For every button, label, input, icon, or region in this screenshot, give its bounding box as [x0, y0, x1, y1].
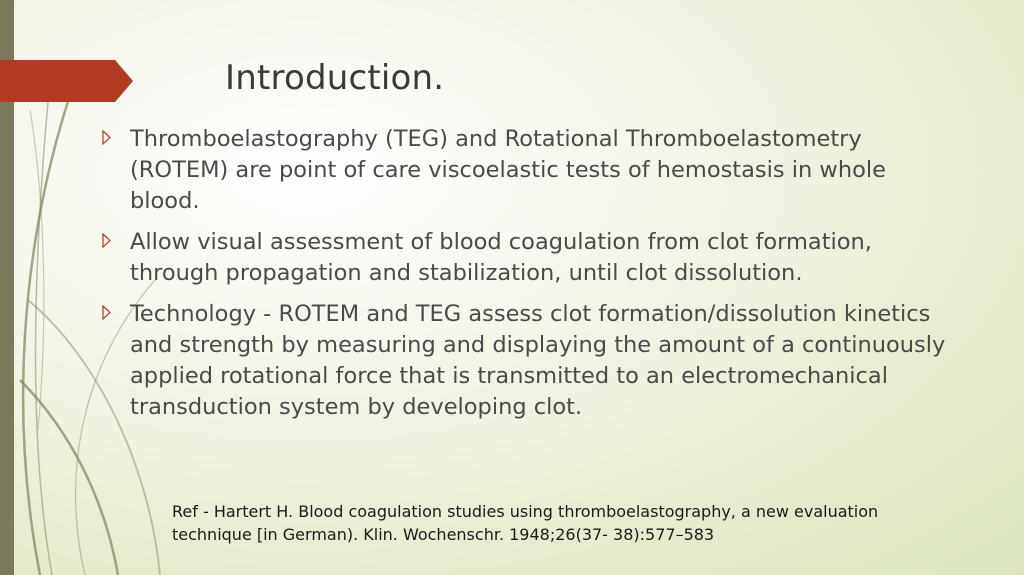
hollow-arrowhead-icon — [102, 305, 111, 320]
hollow-arrowhead-icon — [102, 233, 111, 248]
bullet-list — [100, 124, 950, 433]
bullet-text-3: Technology - ROTEM and TEG assess clot formation/dissolution kinetics and strength by measuring and displaying the amount of a continuously applied rotational force that is transmitted to an electromechanical transduction system by developing clot. — [130, 301, 946, 420]
arrow-banner-icon — [0, 60, 133, 102]
bullet-text-2: Allow visual assessment of blood coagulation from clot formation, through propagation and stabilization, until clot dissolution. — [130, 229, 872, 286]
slide-title: Introduction. — [225, 58, 445, 98]
reference-citation: Ref - Hartert H. Blood coagulation studies using thromboelastography, a new evaluation technique [in German). Klin. Wochenschr. 1948;26(37- 38):577–583 — [172, 502, 879, 544]
bullet-item-3 — [100, 299, 950, 423]
bullet-text-1: Thromboelastography (TEG) and Rotational Thromboelastometry (ROTEM) are point of care viscoelastic tests of hemostasis in whole blood. — [130, 126, 886, 214]
bullet-item-1 — [100, 124, 950, 217]
hollow-arrowhead-icon — [102, 130, 111, 145]
bullet-item-2 — [100, 227, 950, 289]
